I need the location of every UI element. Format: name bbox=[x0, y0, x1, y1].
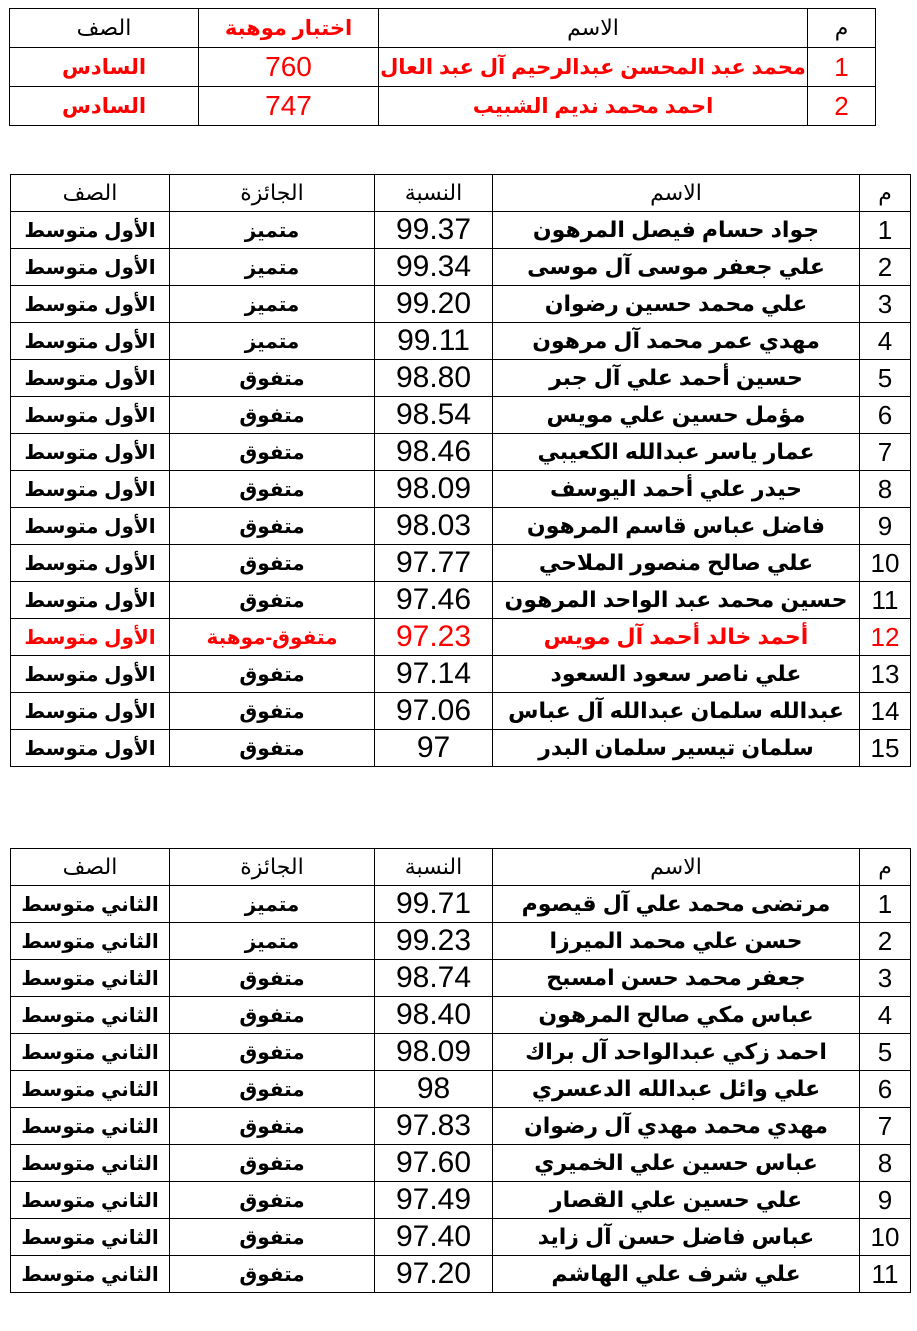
grade-cell: الثاني متوسط bbox=[11, 1108, 170, 1145]
percentage-cell: 98.03 bbox=[375, 508, 493, 545]
second-intermediate-body bbox=[11, 849, 911, 1293]
header-name: الاسم bbox=[493, 849, 860, 886]
grade-cell: الثاني متوسط bbox=[11, 1145, 170, 1182]
percentage-cell: 98.80 bbox=[375, 360, 493, 397]
name-cell: حسين أحمد علي آل جبر bbox=[493, 360, 860, 397]
percentage-cell: 97.20 bbox=[375, 1256, 493, 1293]
name-cell: جواد حسام فيصل المرهون bbox=[493, 212, 860, 249]
number-cell: 12 bbox=[860, 619, 911, 656]
name-cell: مؤمل حسين علي مويس bbox=[493, 397, 860, 434]
number-cell: 2 bbox=[808, 87, 876, 126]
percentage-cell: 98.54 bbox=[375, 397, 493, 434]
name-cell: علي وائل عبدالله الدعسري bbox=[493, 1071, 860, 1108]
percentage-cell: 98.46 bbox=[375, 434, 493, 471]
name-cell: علي محمد حسين رضوان bbox=[493, 286, 860, 323]
percentage-cell: 97.83 bbox=[375, 1108, 493, 1145]
table-row bbox=[11, 1256, 911, 1293]
grade-cell: الثاني متوسط bbox=[11, 1219, 170, 1256]
table-row bbox=[11, 360, 911, 397]
award-cell: متفوق bbox=[170, 471, 375, 508]
number-cell: 7 bbox=[860, 1108, 911, 1145]
table-row bbox=[11, 323, 911, 360]
number-cell: 9 bbox=[860, 1182, 911, 1219]
number-cell: 5 bbox=[860, 1034, 911, 1071]
table-row bbox=[11, 730, 911, 767]
number-cell: 6 bbox=[860, 397, 911, 434]
name-cell: سلمان تيسير سلمان البدر bbox=[493, 730, 860, 767]
table-row bbox=[11, 923, 911, 960]
number-cell: 8 bbox=[860, 471, 911, 508]
table-row bbox=[11, 997, 911, 1034]
grade-cell: الثاني متوسط bbox=[11, 1034, 170, 1071]
table-row bbox=[11, 1219, 911, 1256]
header-award: الجائزة bbox=[170, 849, 375, 886]
grade-cell: الأول متوسط bbox=[11, 434, 170, 471]
grade-cell: الأول متوسط bbox=[11, 693, 170, 730]
grade-cell: الأول متوسط bbox=[11, 730, 170, 767]
number-cell: 3 bbox=[860, 286, 911, 323]
name-cell: علي شرف علي الهاشم bbox=[493, 1256, 860, 1293]
number-cell: 1 bbox=[860, 212, 911, 249]
name-cell: جعفر محمد حسن امسبح bbox=[493, 960, 860, 997]
number-cell: 9 bbox=[860, 508, 911, 545]
name-cell: علي حسين علي القصار bbox=[493, 1182, 860, 1219]
header-name: الاسم bbox=[493, 175, 860, 212]
header-row bbox=[11, 175, 911, 212]
name-cell: عبدالله سلمان عبدالله آل عباس bbox=[493, 693, 860, 730]
award-cell: متفوق bbox=[170, 1256, 375, 1293]
name-cell: مهدي محمد مهدي آل رضوان bbox=[493, 1108, 860, 1145]
grade-cell: الأول متوسط bbox=[11, 286, 170, 323]
grade-cell: السادس bbox=[10, 87, 199, 126]
percentage-cell: 99.20 bbox=[375, 286, 493, 323]
award-cell: متميز bbox=[170, 923, 375, 960]
percentage-cell: 97.23 bbox=[375, 619, 493, 656]
grade-cell: الثاني متوسط bbox=[11, 1256, 170, 1293]
grade-cell: الثاني متوسط bbox=[11, 1182, 170, 1219]
percentage-cell: 98.74 bbox=[375, 960, 493, 997]
grade-cell: الأول متوسط bbox=[11, 397, 170, 434]
number-cell: 6 bbox=[860, 1071, 911, 1108]
award-cell: متفوق bbox=[170, 545, 375, 582]
table-row bbox=[11, 249, 911, 286]
name-cell: عباس حسين علي الخميري bbox=[493, 1145, 860, 1182]
award-cell: متفوق bbox=[170, 1145, 375, 1182]
award-cell: متفوق bbox=[170, 997, 375, 1034]
header-grade: الصف bbox=[10, 9, 199, 48]
table-row bbox=[10, 87, 876, 126]
number-cell: 4 bbox=[860, 323, 911, 360]
number-cell: 11 bbox=[860, 1256, 911, 1293]
award-cell: متفوق bbox=[170, 1182, 375, 1219]
percentage-cell: 97.60 bbox=[375, 1145, 493, 1182]
award-cell: متميز bbox=[170, 286, 375, 323]
table-row bbox=[10, 48, 876, 87]
talent-test-table bbox=[9, 8, 876, 126]
number-cell: 2 bbox=[860, 923, 911, 960]
name-cell: أحمد خالد أحمد آل مويس bbox=[493, 619, 860, 656]
grade-cell: الأول متوسط bbox=[11, 212, 170, 249]
header-number: م bbox=[860, 175, 911, 212]
name-cell: علي صالح منصور الملاحي bbox=[493, 545, 860, 582]
table-row bbox=[11, 471, 911, 508]
name-cell: مرتضى محمد علي آل قيصوم bbox=[493, 886, 860, 923]
number-cell: 15 bbox=[860, 730, 911, 767]
award-cell: متميز bbox=[170, 249, 375, 286]
award-cell: متميز bbox=[170, 212, 375, 249]
number-cell: 3 bbox=[860, 960, 911, 997]
grade-cell: الأول متوسط bbox=[11, 582, 170, 619]
name-cell: محمد عبد المحسن عبدالرحيم آل عبد العال bbox=[379, 48, 808, 87]
award-cell: متفوق bbox=[170, 960, 375, 997]
award-cell: متميز bbox=[170, 323, 375, 360]
grade-cell: الثاني متوسط bbox=[11, 997, 170, 1034]
percentage-cell: 98.09 bbox=[375, 471, 493, 508]
award-cell: متفوق bbox=[170, 693, 375, 730]
table-row bbox=[11, 545, 911, 582]
number-cell: 11 bbox=[860, 582, 911, 619]
number-cell: 8 bbox=[860, 1145, 911, 1182]
grade-cell: الثاني متوسط bbox=[11, 886, 170, 923]
grade-cell: الأول متوسط bbox=[11, 656, 170, 693]
table-row bbox=[11, 693, 911, 730]
table-row bbox=[11, 1108, 911, 1145]
name-cell: عباس مكي صالح المرهون bbox=[493, 997, 860, 1034]
header-talent-test: اختبار موهبة bbox=[199, 9, 379, 48]
first-intermediate-table bbox=[10, 174, 911, 767]
score-cell: 747 bbox=[199, 87, 379, 126]
header-percentage: النسبة bbox=[375, 175, 493, 212]
award-cell: متميز bbox=[170, 886, 375, 923]
award-cell: متفوق bbox=[170, 397, 375, 434]
award-cell: متفوق bbox=[170, 1071, 375, 1108]
header-name: الاسم bbox=[379, 9, 808, 48]
award-cell: متفوق bbox=[170, 730, 375, 767]
number-cell: 7 bbox=[860, 434, 911, 471]
table-row bbox=[11, 434, 911, 471]
number-cell: 1 bbox=[808, 48, 876, 87]
table-row bbox=[11, 960, 911, 997]
percentage-cell: 98.09 bbox=[375, 1034, 493, 1071]
award-cell: متفوق bbox=[170, 360, 375, 397]
number-cell: 14 bbox=[860, 693, 911, 730]
table-row bbox=[11, 286, 911, 323]
grade-cell: الأول متوسط bbox=[11, 249, 170, 286]
name-cell: حسن علي محمد الميرزا bbox=[493, 923, 860, 960]
name-cell: علي ناصر سعود السعود bbox=[493, 656, 860, 693]
percentage-cell: 98.40 bbox=[375, 997, 493, 1034]
score-cell: 760 bbox=[199, 48, 379, 87]
percentage-cell: 97 bbox=[375, 730, 493, 767]
number-cell: 10 bbox=[860, 545, 911, 582]
talent-header-row bbox=[10, 9, 876, 48]
number-cell: 4 bbox=[860, 997, 911, 1034]
first-intermediate-body bbox=[11, 175, 911, 767]
table-row bbox=[11, 582, 911, 619]
name-cell: حسين محمد عبد الواحد المرهون bbox=[493, 582, 860, 619]
grade-cell: الأول متوسط bbox=[11, 508, 170, 545]
percentage-cell: 97.49 bbox=[375, 1182, 493, 1219]
percentage-cell: 98 bbox=[375, 1071, 493, 1108]
number-cell: 5 bbox=[860, 360, 911, 397]
table-row bbox=[11, 656, 911, 693]
table-row bbox=[11, 212, 911, 249]
grade-cell: الأول متوسط bbox=[11, 619, 170, 656]
header-grade: الصف bbox=[11, 175, 170, 212]
table-row bbox=[11, 1182, 911, 1219]
name-cell: احمد زكي عبدالواحد آل براك bbox=[493, 1034, 860, 1071]
header-award: الجائزة bbox=[170, 175, 375, 212]
header-grade: الصف bbox=[11, 849, 170, 886]
header-row bbox=[11, 849, 911, 886]
percentage-cell: 99.34 bbox=[375, 249, 493, 286]
name-cell: فاضل عباس قاسم المرهون bbox=[493, 508, 860, 545]
award-cell: متفوق bbox=[170, 1219, 375, 1256]
grade-cell: السادس bbox=[10, 48, 199, 87]
percentage-cell: 97.46 bbox=[375, 582, 493, 619]
percentage-cell: 97.06 bbox=[375, 693, 493, 730]
header-number: م bbox=[808, 9, 876, 48]
percentage-cell: 97.77 bbox=[375, 545, 493, 582]
percentage-cell: 97.14 bbox=[375, 656, 493, 693]
number-cell: 13 bbox=[860, 656, 911, 693]
number-cell: 1 bbox=[860, 886, 911, 923]
table-row bbox=[11, 397, 911, 434]
award-cell: متفوق bbox=[170, 1034, 375, 1071]
award-cell: متفوق bbox=[170, 582, 375, 619]
table-row bbox=[11, 619, 911, 656]
name-cell: احمد محمد نديم الشبيب bbox=[379, 87, 808, 126]
name-cell: حيدر علي أحمد اليوسف bbox=[493, 471, 860, 508]
percentage-cell: 99.11 bbox=[375, 323, 493, 360]
award-cell: متفوق bbox=[170, 656, 375, 693]
award-cell: متفوق bbox=[170, 434, 375, 471]
table-row bbox=[11, 1071, 911, 1108]
number-cell: 2 bbox=[860, 249, 911, 286]
grade-cell: الأول متوسط bbox=[11, 360, 170, 397]
header-percentage: النسبة bbox=[375, 849, 493, 886]
award-cell: متفوق-موهبة bbox=[170, 619, 375, 656]
award-cell: متفوق bbox=[170, 508, 375, 545]
table-row bbox=[11, 1034, 911, 1071]
table-row bbox=[11, 508, 911, 545]
header-number: م bbox=[860, 849, 911, 886]
table-row bbox=[11, 1145, 911, 1182]
percentage-cell: 97.40 bbox=[375, 1219, 493, 1256]
name-cell: علي جعفر موسى آل موسى bbox=[493, 249, 860, 286]
number-cell: 10 bbox=[860, 1219, 911, 1256]
grade-cell: الأول متوسط bbox=[11, 471, 170, 508]
grade-cell: الثاني متوسط bbox=[11, 1071, 170, 1108]
grade-cell: الأول متوسط bbox=[11, 545, 170, 582]
name-cell: عباس فاضل حسن آل زايد bbox=[493, 1219, 860, 1256]
name-cell: مهدي عمر محمد آل مرهون bbox=[493, 323, 860, 360]
percentage-cell: 99.71 bbox=[375, 886, 493, 923]
table-row bbox=[11, 886, 911, 923]
award-cell: متفوق bbox=[170, 1108, 375, 1145]
percentage-cell: 99.37 bbox=[375, 212, 493, 249]
grade-cell: الثاني متوسط bbox=[11, 960, 170, 997]
percentage-cell: 99.23 bbox=[375, 923, 493, 960]
grade-cell: الأول متوسط bbox=[11, 323, 170, 360]
grade-cell: الثاني متوسط bbox=[11, 923, 170, 960]
name-cell: عمار ياسر عبدالله الكعيبي bbox=[493, 434, 860, 471]
second-intermediate-table bbox=[10, 848, 911, 1293]
